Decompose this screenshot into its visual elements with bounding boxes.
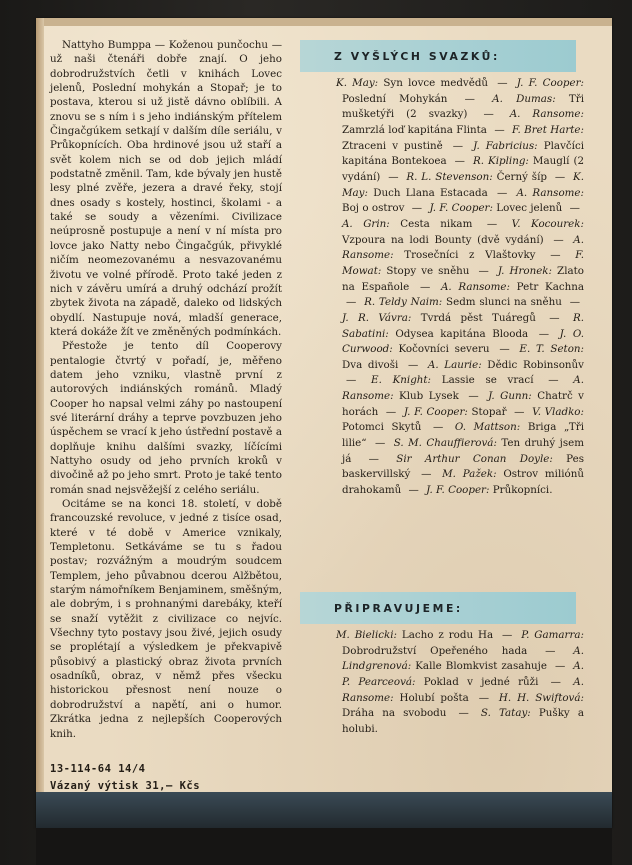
preparing-title: Dobrodružství Opeřeného hada xyxy=(342,644,528,657)
dash-separator: — xyxy=(452,139,464,152)
dash-separator: — xyxy=(407,358,419,371)
published-author: J. R. Vávra: xyxy=(342,311,412,324)
published-title: Ten druhý jsem já xyxy=(342,437,584,465)
dash-separator: — xyxy=(486,217,498,230)
published-title: Lassie se vrací xyxy=(431,374,534,387)
preparing-heading-banner xyxy=(300,592,576,624)
published-title: Dědic Robinsonův xyxy=(481,358,584,371)
published-title: Stopy ve sněhu xyxy=(381,264,470,277)
preparing-title: Holubí pošta xyxy=(393,691,469,704)
published-author: A. Laurie: xyxy=(427,358,482,371)
published-title: Zlato na Españole xyxy=(342,264,584,293)
published-author: E. Knight: xyxy=(371,374,432,387)
published-title: Trosečníci z Vlaštovky xyxy=(393,249,536,262)
published-author: R. Sabatini: xyxy=(342,311,584,340)
published-title: Vzpoura na lodi Bounty (dvě vydání) xyxy=(342,233,544,246)
published-title: Chatrč v horách xyxy=(342,390,585,418)
dash-separator: — xyxy=(346,296,357,309)
dash-separator: — xyxy=(483,108,494,121)
published-title: Ztraceni v pustině xyxy=(342,139,443,152)
published-title: Duch Llana Estacada xyxy=(367,186,488,199)
published-title: Mauglí (2 vydání) xyxy=(342,155,585,183)
published-entry xyxy=(342,218,472,230)
dash-separator: — xyxy=(374,437,386,450)
published-title: Potomci Skytů xyxy=(342,421,422,434)
dash-separator: — xyxy=(497,77,508,89)
published-author: O. Mattson: xyxy=(454,421,521,434)
published-title: Syn lovce medvědů xyxy=(378,77,489,89)
published-title: Zamrzlá loď kapitána Flinta xyxy=(342,123,487,136)
dash-separator: — xyxy=(550,249,561,262)
published-entry xyxy=(404,406,507,418)
dash-separator: — xyxy=(419,280,431,293)
preparing-author: A. P. Pearceová: xyxy=(342,660,584,688)
preparing-author: H. H. Swiftová: xyxy=(498,691,584,704)
published-author: A. Ransome: xyxy=(509,108,584,121)
price-line: Vázaný výtisk 31,— Kčs xyxy=(50,779,201,792)
published-author: K. May: xyxy=(336,77,379,89)
published-author: E. T. Seton: xyxy=(519,343,584,356)
jacket-top-edge xyxy=(36,18,612,26)
preparing-heading: PŘIPRAVUJEME: xyxy=(334,601,463,615)
published-author: J. F. Cooper: xyxy=(426,484,490,497)
jacket-bottom-band xyxy=(36,792,612,828)
preparing-title: Pušky a holubi. xyxy=(342,707,584,735)
preparing-author: A. Lindgrenová: xyxy=(342,644,584,673)
published-title: Průkopníci. xyxy=(489,484,553,497)
published-entry xyxy=(371,374,533,386)
dash-separator: — xyxy=(538,327,550,340)
dash-separator: — xyxy=(346,374,357,387)
published-title: Ostrov miliónů drahokamů xyxy=(342,468,584,497)
published-title: Tři mušketýři (2 svazky) xyxy=(342,92,585,121)
published-author: V. Vladko: xyxy=(532,405,584,418)
published-title: Cesta nikam xyxy=(389,217,473,230)
published-author: J. O. Curwood: xyxy=(342,327,584,356)
published-list xyxy=(336,76,584,499)
published-title: Stopař xyxy=(467,405,507,418)
published-author: R. L. Stevenson: xyxy=(406,170,493,183)
dash-separator: — xyxy=(411,202,423,215)
published-title: Odysea kapitána Blooda xyxy=(388,327,529,340)
published-entry xyxy=(426,484,552,496)
published-author: A. Ransome: xyxy=(516,186,584,199)
published-title: Klub Lysek xyxy=(393,390,459,403)
published-author: A. Ransome: xyxy=(440,280,510,293)
dash-separator: — xyxy=(569,296,580,309)
dash-separator: — xyxy=(478,691,489,704)
published-author: A. Ransome: xyxy=(342,374,585,403)
dash-separator: — xyxy=(554,170,566,183)
published-author: V. Kocourek: xyxy=(511,217,584,230)
published-title: Petr Kachna xyxy=(509,280,585,293)
published-author: A. Ransome: xyxy=(342,233,584,262)
blurb-paragraph-1: Nattyho Bumppa — Koženou punčochu — už naši čtenáři dobře znají. O jeho dobrodružstvích četli v knihách Lovec jelenů, Poslední mohykán a Stopař; je to postava, kterou si už jistě dávno oblíbili. A znovu se s ním i s jeho indiánským přítelem Čingačgúkem setkají v dalším díle seriálu, v Průkopnících. Oba hrdinové jsou už staří a svět kolem nich se od dob jejich mládí podstatně změnil. Tam, kde bývaly jen hustě lesy plné zvěře, jezera a dravé řeky, stojí dnes osady s kostely, hostinci, školami - a také se soudy a vězeními. Civilizace neúprosně postupuje a není v ní místa pro lovce jako Natty nebo Čingačgúk, přivyklé ničím neomezovanému a nesvazovanému životu ve volné přírodě. Proto také jeden z nich v závěru umírá a druhý odchází prožít zbytek života na západě, daleko od lidských obydlí. Nastupuje nová, mladší generace, která dokáže žít ve změněných podmínkách. xyxy=(50,39,282,338)
published-entry xyxy=(441,281,584,293)
published-entry xyxy=(429,202,562,214)
dash-separator: — xyxy=(499,343,510,356)
dash-separator: — xyxy=(388,170,399,183)
published-title: Plavčíci kapitána Bontekoea xyxy=(342,139,585,168)
published-title: Sedm slunci na sněhu xyxy=(442,296,562,309)
published-author: J. F. Cooper: xyxy=(403,405,468,418)
preparing-author: P. Gamarra: xyxy=(521,629,584,641)
dash-separator: — xyxy=(569,202,580,215)
published-title: Pes baskervillský xyxy=(342,452,584,481)
published-entry xyxy=(428,359,584,371)
preparing-entry xyxy=(336,629,493,641)
published-author: S. M. Chauffierová: xyxy=(393,437,497,450)
blurb-paragraph-2: Přestože je tento díl Cooperovy pentalogie čtvrtý v pořadí, je, měřeno datem jeho vzniku, vlastně první z autorových indiánských románů. Mladý Cooper ho napsal velmi záhy po nastoupení své literární dráhy a teprve povzbuzen jeho úspěchem se vrací k jeho ústřední postavě a doplňuje knihu dalšími svazky, líčícími Nattyho osudy od jeho prvních kroků v divočině až po jeho smrt. Proto je také tento román snad nejsvěžejší z celého seriálu. xyxy=(50,340,282,496)
dash-separator: — xyxy=(385,405,397,418)
published-author: J. F. Cooper: xyxy=(516,77,584,89)
published-entry xyxy=(406,171,547,183)
dash-separator: — xyxy=(549,311,560,324)
blurb-paragraph-3: Ocitáme se na konci 18. století, v době francouzské revoluce, v jedné z tisíce osad, které v té době v Americe vznikaly, Templetonu. Setkáváme se tu s řadou postav; rozvážným a moudrým soudcem Templem, jeho půvabnou dcerou Alžbětou, starým námořníkem Benjaminem, směšným, ale dobrým, i s prohnanými darebáky, kteří se snaží vytěžit z civilizace co nejvíc. Všechny tyto postavy jsou živé, jejich osudy se proplétají a výsledkem je překvapivě působivý a plastický obraz života prvních osadníků, obraz, v němž přes všecku historickou přesnost není nouze o dobrodružství a napětí, ani o humor. Zkrátka jedna z nejlepších Cooperových knih. xyxy=(50,498,282,740)
preparing-author: S. Tatay: xyxy=(480,707,531,720)
published-entry xyxy=(336,77,488,89)
preparing-title: Poklad v jedné růži xyxy=(415,675,539,688)
dash-separator: — xyxy=(478,264,489,277)
jacket-fold-edge xyxy=(36,18,44,828)
published-author: J. Fabricius: xyxy=(473,139,538,152)
published-heading: Z VYŠLÝCH SVAZKŮ: xyxy=(334,49,500,63)
preparing-title: Kalle Blomkvist zasahuje xyxy=(411,660,547,673)
published-author: R. Kipling: xyxy=(473,155,529,168)
published-title: Poslední Mohykán xyxy=(342,92,448,105)
dash-separator: — xyxy=(454,155,465,168)
preparing-list xyxy=(336,628,584,738)
dash-separator: — xyxy=(496,186,508,199)
preparing-author: A. Ransome: xyxy=(342,675,584,704)
published-title: Kočovníci severu xyxy=(392,343,490,356)
dash-separator: — xyxy=(368,452,379,465)
dash-separator: — xyxy=(464,92,475,105)
published-title: Boj o ostrov xyxy=(342,202,405,215)
published-title: Dva divoši xyxy=(342,358,399,371)
catalog-code: 13-114-64 14/4 xyxy=(50,762,146,775)
dash-separator: — xyxy=(502,629,513,641)
dash-separator: — xyxy=(421,468,432,481)
dash-separator: — xyxy=(545,644,556,657)
dash-separator: — xyxy=(553,233,564,246)
published-author: K. May: xyxy=(342,170,585,199)
preparing-title: Dráha na svobodu xyxy=(342,707,447,720)
published-title: Lovec jelenů xyxy=(492,202,563,215)
published-author: Sir Arthur Conan Doyle: xyxy=(396,452,553,465)
published-author: F. Mowat: xyxy=(342,249,585,277)
catalog-info xyxy=(50,761,282,795)
published-title: Briga „Tři lilie“ xyxy=(342,421,584,450)
published-author: R. Teldy Naim: xyxy=(364,296,443,309)
dash-separator: — xyxy=(468,390,479,403)
published-title: Černý šíp xyxy=(492,170,547,183)
published-entry xyxy=(364,296,562,308)
published-author: M. Pažek: xyxy=(442,468,497,481)
preparing-author: M. Bielicki: xyxy=(336,629,398,641)
dash-separator: — xyxy=(550,675,561,688)
published-author: J. Hronek: xyxy=(497,264,553,277)
published-author: A. Dumas: xyxy=(492,92,556,105)
published-entry xyxy=(342,312,536,324)
published-author: J. Gunn: xyxy=(488,390,532,403)
dash-separator: — xyxy=(433,421,444,434)
published-author: J. F. Cooper: xyxy=(429,202,493,215)
preparing-title: Lacho z rodu Ha xyxy=(397,629,494,641)
dash-separator: — xyxy=(514,405,525,418)
cover-bottom-edge xyxy=(36,828,612,865)
dash-separator: — xyxy=(548,374,559,387)
published-author: F. Bret Harte: xyxy=(512,123,584,136)
dash-separator: — xyxy=(494,123,505,136)
dash-separator: — xyxy=(554,660,566,673)
published-title: Tvrdá pěst Tuáregů xyxy=(411,311,536,324)
published-heading-banner xyxy=(300,40,576,72)
published-author: A. Grin: xyxy=(342,217,390,230)
blurb-column xyxy=(50,38,282,795)
dash-separator: — xyxy=(458,707,469,720)
dash-separator: — xyxy=(408,484,419,497)
